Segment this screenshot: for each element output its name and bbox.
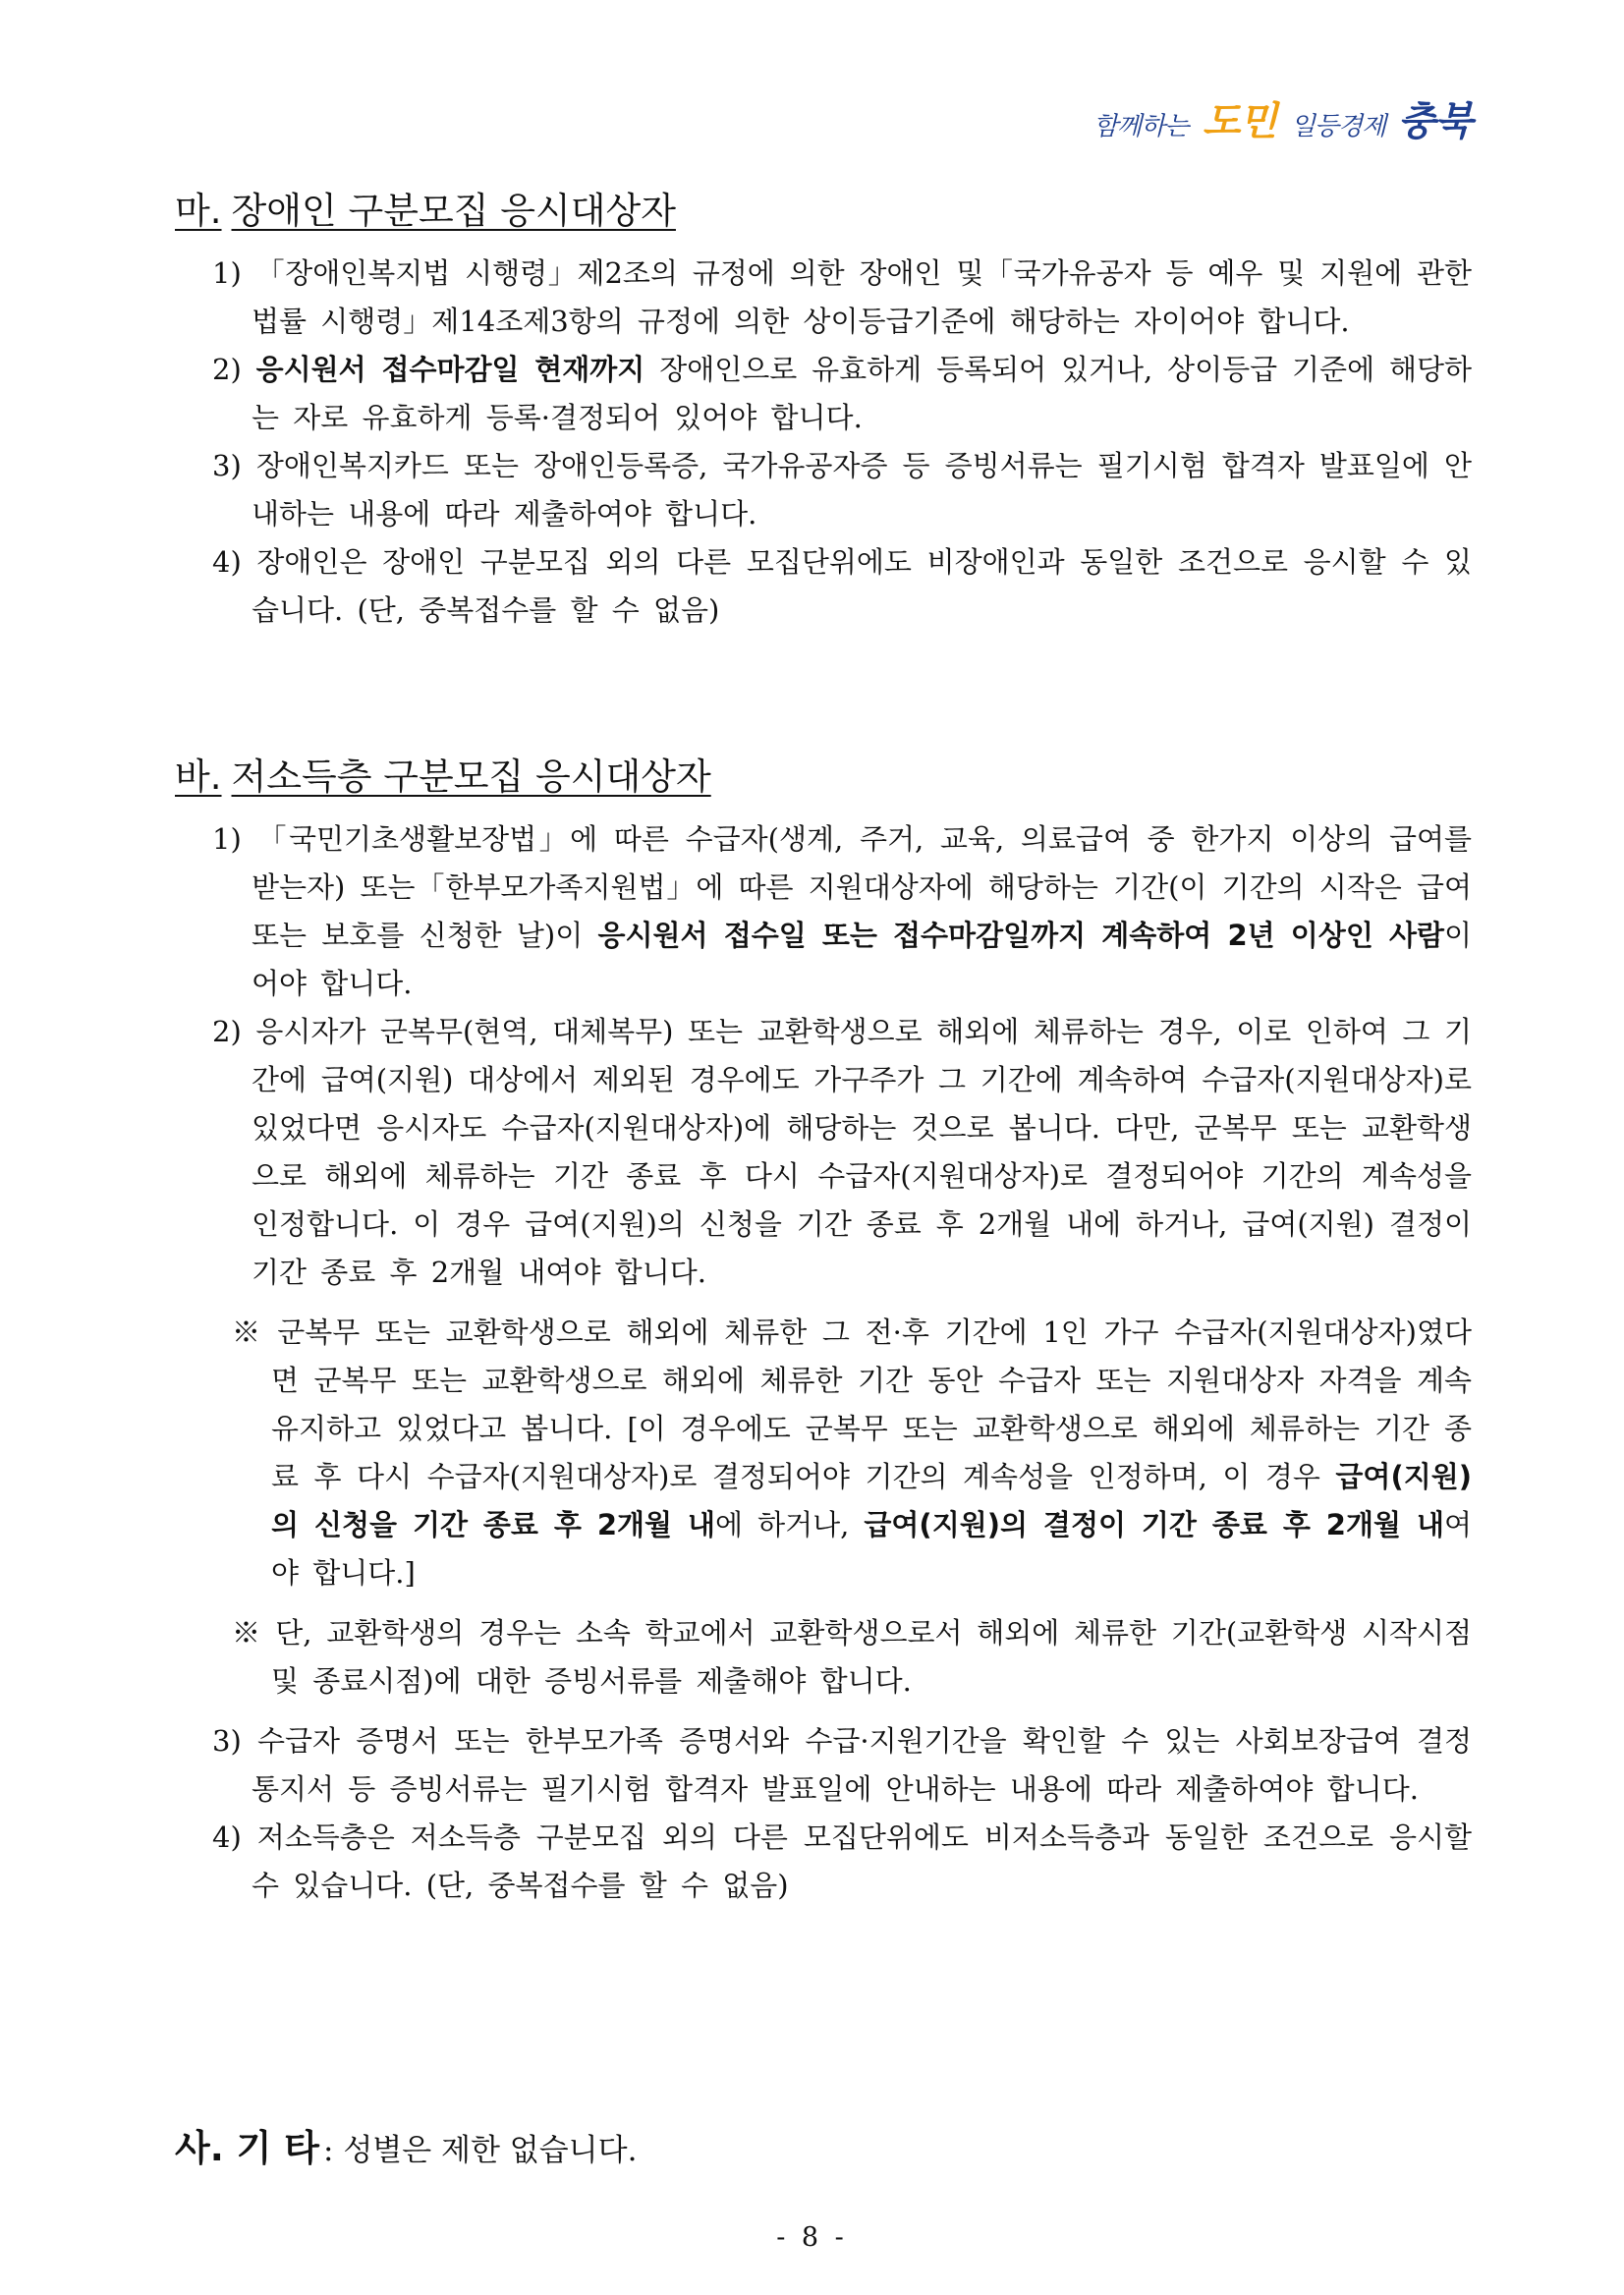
page-number: - 8 - bbox=[776, 2222, 848, 2253]
note-mark: ※ bbox=[232, 1616, 261, 1650]
item-number: 3) bbox=[212, 1724, 242, 1758]
note-text: 에 하거나, bbox=[715, 1508, 865, 1541]
logo-text-4: 충북 bbox=[1397, 99, 1472, 144]
item-text: 「국민기초생활보장법」에 따른 수급자(생계, 주거, 교육, 의료급여 중 한가지 이상의 급여를 받는자) 또는「한부모가족지원법」에 따른 지원대상자에 해당하는 기간(이 기간의 시작은 급여 또는 보호를 신청한 날)이 bbox=[252, 822, 1472, 952]
note-text: 군복무 또는 교환학생으로 해외에 체류한 그 전·후 기간에 1인 가구 수급자(지원대상자)였다면 군복무 또는 교환학생으로 해외에 체류한 기간 동안 수급자 또는 지원대상자 자격을 계속 유지하고 있었다고 봅니다. [이 경우에도 군복무 또는 교환학생으로 해외에 체류하는 기간 종료 후 다시 수급자(지원대상자)로 결정되어야 기간의 계속성을 인정하며, 이 경우 bbox=[271, 1315, 1472, 1493]
header-logo bbox=[1093, 90, 1472, 146]
item-text: 이어야 합니다. bbox=[252, 919, 1473, 1000]
section-sa bbox=[175, 2118, 637, 2171]
section-heading-sa: 사. 기 타 bbox=[175, 2127, 320, 2169]
item-bold-text: 응시원서 접수일 또는 접수마감일까지 계속하여 2년 이상인 사람 bbox=[597, 919, 1444, 952]
item-number: 1) bbox=[212, 822, 242, 856]
section-prefix: 마. bbox=[175, 190, 222, 232]
item-number: 2) bbox=[212, 1015, 242, 1048]
list-item bbox=[212, 1717, 1472, 1814]
item-text: 수급자 증명서 또는 한부모가족 증명서와 수급·지원기간을 확인할 수 있는 사회보장급여 결정통지서 등 증빙서류는 필기시험 합격자 발표일에 안내하는 내용에 따라 제출하여야 합니다. bbox=[252, 1724, 1473, 1806]
note-bold-text: 급여(지원)의 신청을 기간 종료 후 2개월 내 bbox=[271, 1460, 1472, 1541]
item-text: 저소득층은 저소득층 구분모집 외의 다른 모집단위에도 비저소득층과 동일한 조건으로 응시할 수 있습니다. (단, 중복접수를 할 수 없음) bbox=[252, 1820, 1472, 1902]
item-text: 장애인은 장애인 구분모집 외의 다른 모집단위에도 비장애인과 동일한 조건으로 응시할 수 있습니다. (단, 중복접수를 할 수 없음) bbox=[252, 545, 1473, 627]
list-item bbox=[212, 538, 1472, 635]
section-ba-list bbox=[175, 815, 1472, 1910]
note-text: 여야 합니다.] bbox=[271, 1508, 1472, 1590]
list-item bbox=[212, 1008, 1472, 1297]
list-item bbox=[212, 346, 1472, 442]
item-text: 장애인으로 유효하게 등록되어 있거나, 상이등급 기준에 해당하는 자로 유효하게 등록·결정되어 있어야 합니다. bbox=[252, 353, 1473, 434]
section-title: 저소득층 구분모집 응시대상자 bbox=[231, 756, 711, 798]
item-number: 2) bbox=[212, 353, 242, 386]
note-item bbox=[232, 1309, 1472, 1597]
note-mark: ※ bbox=[232, 1315, 262, 1349]
section-ma-list bbox=[175, 250, 1472, 635]
section-prefix: 바. bbox=[175, 756, 222, 798]
item-text: 응시자가 군복무(현역, 대체복무) 또는 교환학생으로 해외에 체류하는 경우, 이로 인하여 그 기간에 급여(지원) 대상에서 제외된 경우에도 가구주가 그 기간에 계속하여 수급자(지원대상자)로 있었다면 응시자도 수급자(지원대상자)에 해당하는 것으로 봅니다. 다만, 군복무 또는 교환학생으로 해외에 체류하는 기간 종료 후 다시 수급자(지원대상자)로 결정되어야 기간의 계속성을 인정합니다. 이 경우 급여(지원)의 신청을 기간 종료 후 2개월 내에 하거나, 급여(지원) 결정이 기간 종료 후 2개월 내여야 합니다. bbox=[252, 1015, 1472, 1289]
item-number: 1) bbox=[212, 256, 242, 290]
item-text: 장애인복지카드 또는 장애인등록증, 국가유공자증 등 증빙서류는 필기시험 합격자 발표일에 안내하는 내용에 따라 제출하여야 합니다. bbox=[252, 449, 1472, 531]
section-sa-text: : 성별은 제한 없습니다. bbox=[323, 2133, 638, 2168]
note-bold-text: 급여(지원)의 결정이 기간 종료 후 2개월 내 bbox=[864, 1508, 1444, 1541]
section-title: 장애인 구분모집 응시대상자 bbox=[231, 190, 676, 232]
item-bold-text: 응시원서 접수마감일 현재까지 bbox=[255, 353, 645, 386]
logo-text-2: 도민 bbox=[1202, 99, 1277, 144]
logo-text-3: 일등경제 bbox=[1290, 112, 1386, 141]
section-heading-ma bbox=[175, 187, 676, 236]
item-number: 3) bbox=[212, 449, 242, 482]
section-heading-ba bbox=[175, 753, 711, 802]
list-item bbox=[212, 250, 1472, 346]
logo-text-1: 함께하는 bbox=[1092, 112, 1189, 141]
list-item bbox=[212, 815, 1472, 1008]
list-item bbox=[212, 1814, 1472, 1910]
note-text: 단, 교환학생의 경우는 소속 학교에서 교환학생으로서 해외에 체류한 기간(교환학생 시작시점 및 종료시점)에 대한 증빙서류를 제출해야 합니다. bbox=[271, 1616, 1473, 1698]
item-number: 4) bbox=[212, 545, 242, 579]
list-item bbox=[212, 442, 1472, 538]
item-number: 4) bbox=[212, 1820, 242, 1854]
note-item bbox=[232, 1609, 1472, 1706]
item-text: 「장애인복지법 시행령」제2조의 규정에 의한 장애인 및「국가유공자 등 예우 및 지원에 관한 법률 시행령」제14조제3항의 규정에 의한 상이등급기준에 해당하는 자이어야 합니다. bbox=[252, 256, 1473, 338]
